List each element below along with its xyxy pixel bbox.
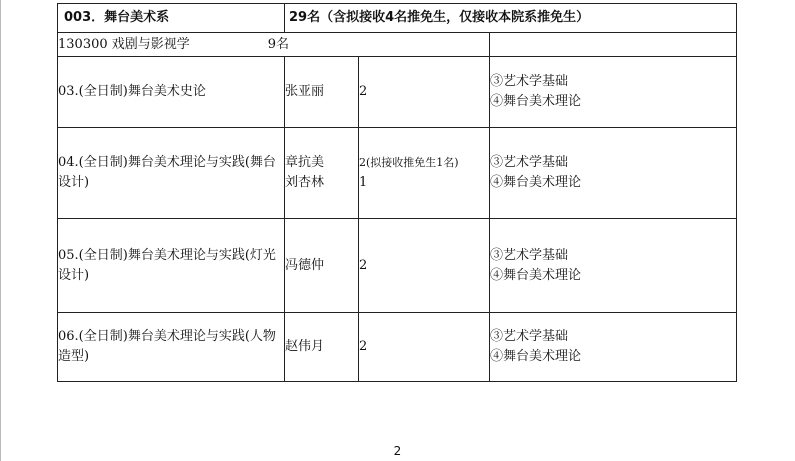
exam-subject: ④舞台美术理论	[490, 349, 582, 364]
page-number: 2	[393, 444, 402, 458]
exam-subjects-cell	[490, 219, 737, 313]
quota-line: 2	[359, 339, 368, 354]
major-count: 9名	[267, 36, 290, 52]
advisor-name: 冯德仲	[285, 257, 325, 273]
advisor-name: 刘杏林	[285, 175, 325, 190]
direction-row	[58, 219, 737, 313]
department-name: 003．舞台美术系	[58, 4, 285, 33]
major-row	[58, 33, 737, 57]
advisor-name: 章抗美	[285, 155, 325, 170]
advisor-name: 赵伟月	[285, 339, 325, 354]
exam-subject: ③艺术学基础	[490, 155, 569, 170]
direction-row	[58, 128, 737, 219]
department-row	[58, 4, 737, 33]
major-code-name: 130300 戏剧与影视学	[58, 36, 190, 52]
quota-cell	[359, 57, 490, 128]
exam-subject: ③艺术学基础	[490, 74, 569, 89]
advisor-cell	[285, 219, 359, 313]
exam-subject: ③艺术学基础	[490, 247, 569, 263]
quota-cell	[359, 219, 490, 313]
direction-name: 04.(全日制)舞台美术理论与实践(舞台设计)	[58, 128, 285, 219]
direction-row	[58, 313, 737, 382]
quota-cell	[359, 313, 490, 382]
exam-subject: ④舞台美术理论	[490, 267, 582, 283]
department-quota: 29名（含拟接收4名推免生，仅接收本院系推免生）	[285, 4, 737, 33]
advisor-cell	[285, 128, 359, 219]
quota-cell	[359, 128, 490, 219]
quota-line: 2	[359, 84, 368, 99]
advisor-name: 张亚丽	[285, 84, 325, 99]
quota-line: 2(拟接收推免生1名)	[359, 156, 459, 169]
exam-subject: ④舞台美术理论	[490, 94, 582, 109]
exam-subjects-cell	[490, 313, 737, 382]
direction-row	[58, 57, 737, 128]
admissions-table	[57, 3, 737, 382]
major-cell	[58, 33, 490, 57]
page-edge-line	[0, 0, 1, 461]
quota-line: 2	[359, 257, 368, 273]
exam-subject: ④舞台美术理论	[490, 175, 582, 190]
exam-subjects-cell	[490, 128, 737, 219]
major-empty-cell	[490, 33, 737, 57]
exam-subjects-cell	[490, 57, 737, 128]
direction-name: 03.(全日制)舞台美术史论	[58, 57, 285, 128]
direction-name: 05.(全日制)舞台美术理论与实践(灯光设计)	[58, 219, 285, 313]
direction-name: 06.(全日制)舞台美术理论与实践(人物造型)	[58, 313, 285, 382]
quota-line: 1	[359, 175, 368, 190]
advisor-cell	[285, 57, 359, 128]
advisor-cell	[285, 313, 359, 382]
exam-subject: ③艺术学基础	[490, 329, 569, 344]
